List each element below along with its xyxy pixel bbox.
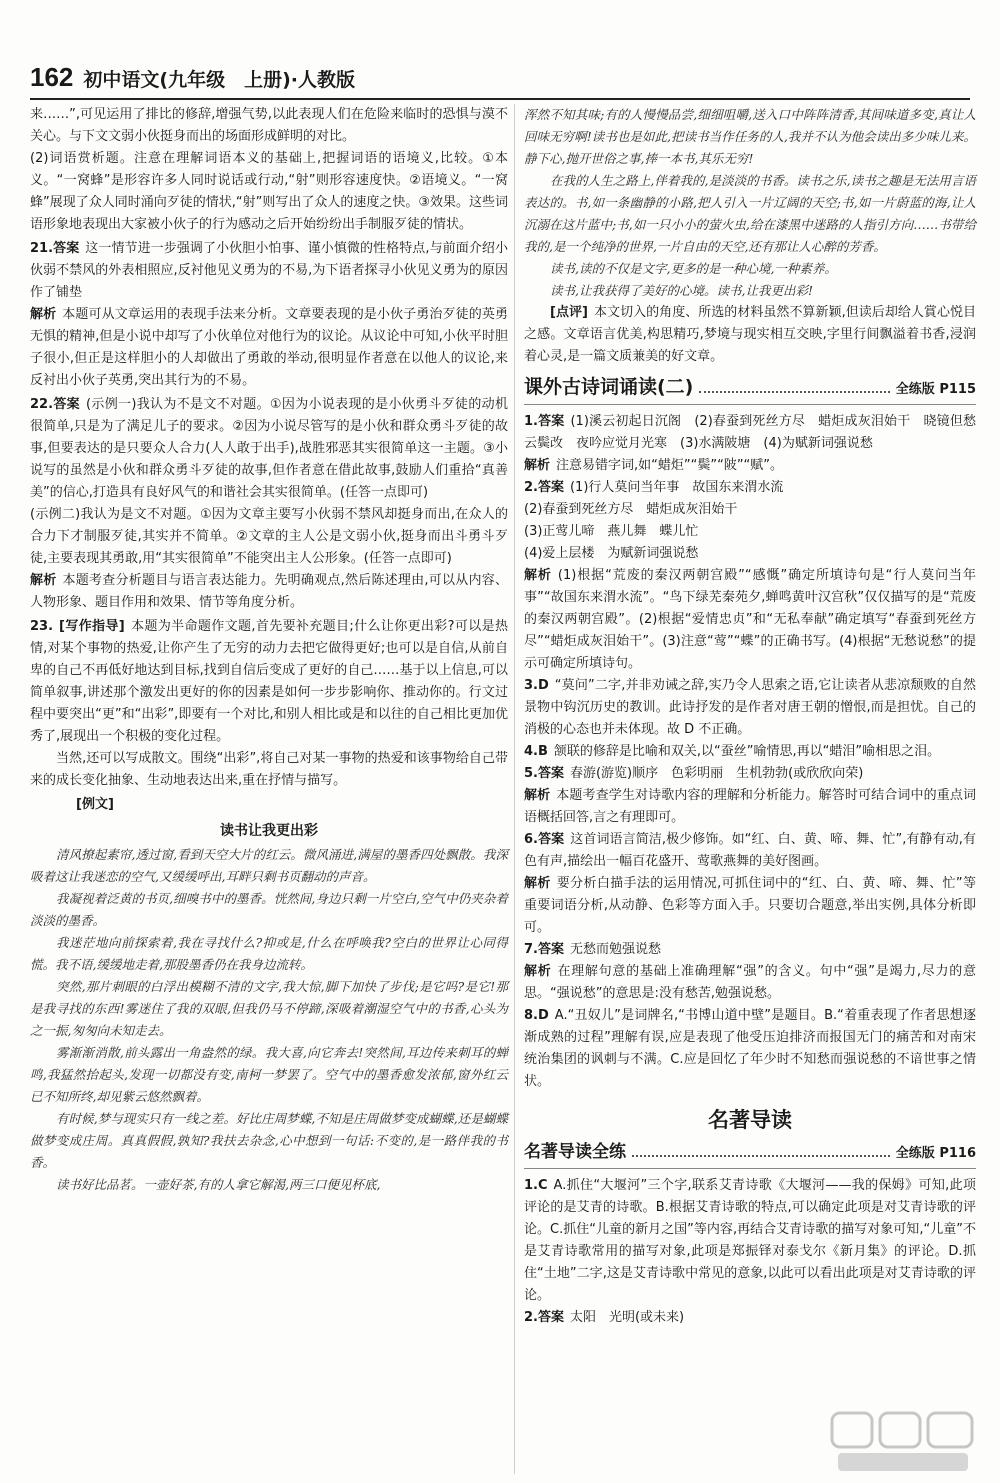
- header-rule: [30, 98, 970, 100]
- poetry-analysis-7: [524, 961, 976, 1005]
- analysis-21: [30, 304, 508, 392]
- page-header: [30, 62, 355, 98]
- item-text: A.抓住“大堰河”三个字,联系艾青诗歌《大堰河——我的保姆》可知,此项评论的是艾青的诗歌。B.根据艾青诗歌的特点,可以确定此项是对艾青诗歌的评论。C.抓住“儿童的新月之国”等内容,再结合艾青诗歌的描写对象可知,“儿童”不是艾青诗歌常用的描写对象,此项是郑振铎对泰戈尔《新月集》的评论。D.抓住“土地”二字,这是艾青诗歌中常见的意象,以此可以看出此项是对艾青诗歌的评论。: [524, 1178, 976, 1303]
- poetry-analysis-1: [524, 455, 976, 477]
- item-number: 2.答案: [524, 480, 564, 495]
- item-number: 1.C: [524, 1178, 548, 1193]
- right-column: [524, 104, 976, 1329]
- essay-paragraph: 读书,读的不仅是文字,更多的是一种心境,一种素养。: [550, 261, 837, 276]
- essay-body: [30, 844, 508, 1196]
- essay-paragraph: 突然,那片刺眼的白浮出模糊不清的文字,我大惊,脚下加快了步伐;是它吗?是它!那是我寻找的东西!雾迷住了我的双眼,但我仍马不停蹄,深吸着潮湿空气中的书香,心头为之一振,匆匆向未知走去。: [30, 979, 508, 1038]
- poetry-answer-2-line: (4)爱上层楼 为赋新词强说愁: [524, 546, 699, 561]
- section-reference: 全练版 P116: [895, 1146, 976, 1161]
- item-text: 无愁而勉强说愁: [569, 942, 661, 957]
- answer-21: [30, 238, 508, 304]
- item-number: 7.答案: [524, 942, 564, 957]
- item-number: 3.D: [524, 678, 549, 693]
- writing-guide-tag: [写作指导]: [59, 619, 125, 634]
- page-number: 162: [30, 62, 74, 92]
- poetry-analysis-5: [524, 785, 976, 829]
- analysis-label: 解析: [524, 964, 552, 979]
- poetry-answer-8: [524, 1005, 976, 1093]
- answer-21-text: 这一情节进一步强调了小伙胆小怕事、谨小慎微的性格特点,与前面介绍小伙弱不禁风的外表相照应,反衬他见义勇为的不易,为下语者探寻小伙见义勇为的原因作了铺垫: [30, 241, 508, 300]
- writing-guide-text-2: 当然,还可以写成散文。围绕“出彩”,将自己对某一事物的热爱和该事物给自己带来的成长变化抽象、生动地表达出来,重在抒情与描写。: [30, 751, 508, 788]
- section-reference: 全练版 P115: [895, 382, 976, 397]
- classics-answer-1: [524, 1175, 976, 1307]
- example-label: [例文]: [76, 797, 114, 812]
- item-number: 1.答案: [524, 414, 565, 429]
- analysis-label: 解析: [30, 307, 57, 322]
- answer-21-number: 21.答案: [30, 241, 80, 256]
- item-text: (1)根据“荒废的秦汉两朝宫殿”“感慨”确定所填诗句是“行人莫问当年事”“故国东来渭水流”。“鸟下绿芜秦苑夕,蝉鸣黄叶汉宫秋”仅仅描写的是“荒废的秦汉两朝宫殿”。(2)根据“爱情忠贞”和“无私奉献”确定填写“春蚕到死丝方尽”“蜡炬成灰泪始干”。(3)注意“莺”“蝶”的正确书写。(4)根据“无愁说愁”的提示可确定所填诗句。: [524, 568, 976, 671]
- item-text: 在理解句意的基础上准确理解“强”的含义。句中“强”是竭力,尽力的意思。“强说愁”的意思是:没有愁苦,勉强说愁。: [524, 964, 976, 1001]
- poetry-answer-4: [524, 741, 976, 763]
- paragraph-word-analysis: (2)词语赏析题。注意在理解词语本义的基础上,把握词语的语境义,比较。①本义。“一窝蜂”是形容许多人同时说话或行动,“射”则形容速度快。②语境义。“一窝蜂”展现了众人同时涌向歹徒的情状,“射”则写出了众人的速度之快。③效果。这些词语形象地表现出大家被小伙子的行为感动之后开始纷纷出手制服歹徒的情状。: [30, 151, 508, 232]
- item-number: 4.B: [524, 744, 548, 759]
- section-header-poetry: [524, 376, 976, 405]
- essay-paragraph: 雾渐渐消散,前头露出一角盎然的绿。我大喜,向它奔去!突然间,耳边传来刺耳的蝉鸣,我猛然抬起头,发现一切都没有变,南柯一梦罢了。空气中的墨香愈发浓郁,窗外红云已不知所终,却见紫云悠然飘着。: [30, 1045, 508, 1104]
- answer-22-example-2: (示例二)我认为是文不对题。①因为文章主要写小伙弱不禁风却挺身而出,在众人的合力下才制服歹徒,其实并不简单。②文章的主人公是文弱小伙,挺身而出斗勇斗歹徒,主要表现其勇敢,用“其实很简单”不能突出主人公形象。(任答一点即可): [30, 507, 508, 566]
- poetry-analysis-2: [524, 565, 976, 675]
- answer-23-number: 23.: [30, 619, 54, 634]
- essay-comment: [524, 302, 976, 368]
- poetry-answer-6: [524, 829, 976, 873]
- left-column: [30, 104, 508, 1196]
- poetry-answer-2: [524, 477, 976, 499]
- classics-answer-2: [524, 1307, 976, 1329]
- comment-text: 本文切入的角度、所选的材料虽然不算新颖,但读后却给人賞心悦目之感。文章语言优美,构思精巧,梦境与现实相互交映,字里行间飘溢着书香,浸润着心灵,是一篇文质兼美的好文章。: [524, 305, 976, 364]
- item-number: 5.答案: [524, 766, 564, 781]
- poetry-answer-1: [524, 411, 976, 455]
- section-title: 课外古诗词诵读(二): [524, 376, 694, 398]
- answer-22-example-1: (示例一)我认为不是文不对题。①因为小说表现的是小伙勇斗歹徒的动机很简单,只是为了满足儿子的要求。②因为小说尽管写的是小伙和群众勇斗歹徒的故事,但要表达的是只要众人合力(人人敢于出手),战胜邪恶其实很简单这一主题。③小说写的虽然是小伙和群众勇斗歹徒的故事,但作者意在借此故事,鼓励人们重拾“真善美”的信心,打造具有良好风气的和谐社会其实很简单。(任答一点即可): [30, 397, 508, 500]
- column-divider: [514, 104, 515, 1474]
- item-text: 要分析白描手法的运用情况,可抓住词中的“红、白、黄、啼、舞、忙”等重要词语分析,从动静、色彩等方面入手。只要切合题意,举出实例,具体分析即可。: [524, 876, 976, 935]
- poetry-analysis-6: [524, 873, 976, 939]
- poetry-answer-2-line: (2)春蚕到死丝方尽 蜡炬成灰泪始干: [524, 502, 738, 517]
- analysis-22-text: 本题考查分析题目与语言表达能力。先明确观点,然后陈述理由,可以从内容、人物形象、题目作用和效果、情节等角度分析。: [30, 573, 508, 610]
- watermark-icon: [828, 1409, 978, 1475]
- essay-paragraph: 在我的人生之路上,伴着我的,是淡淡的书香。读书之乐,读书之趣是无法用言语表达的。书,如一条幽静的小路,把人引入一片辽阔的天空;书,如一片蔚蓝的海,让人沉溺在这片蓝中;书,如一只小小的萤火虫,给在漆黑中迷路的人指引方向……书带给我的,是一个纯净的世界,一片自由的天空,还有那让人心醉的芳香。: [524, 173, 976, 254]
- essay-paragraph: 读书好比品茗。一壶好茶,有的人拿它解渴,两三口便见杯底,: [56, 1177, 381, 1192]
- analysis-label: 解析: [30, 573, 57, 588]
- paragraph-continued: 来……”,可见运用了排比的修辞,增强气势,以此表现人们在危险来临时的恐惧与漠不关心。与下文文弱小伙挺身而出的场面形成鲜明的对比。: [30, 107, 508, 144]
- analysis-22: [30, 570, 508, 614]
- essay-paragraph: 有时候,梦与现实只有一线之差。好比庄周梦蝶,不知是庄周做梦变成蝴蝶,还是蝴蝶做梦变成庄周。真真假假,孰知?我扶去杂念,心中想到一句话:不变的,是一路伴我的书香。: [30, 1111, 508, 1170]
- poetry-answer-3: [524, 675, 976, 741]
- item-text: 这首词语言简洁,极少修饰。如“红、白、黄、啼、舞、忙”,有静有动,有色有声,描绘出一幅百花盛开、莺歌燕舞的美好图画。: [524, 832, 977, 869]
- writing-guide-text: 本题为半命题作文题,首先要补充题目;什么让你更出彩?可以是热情,对某个事物的热爱,让你产生了无穷的动力去把它做得更好;也可以是自信,从前自卑的自己不再低好地达到目标,找到自信后变成了更好的自己……基于以上信息,可以简单叙事,讲述那个激发出更好的你的因素是如何一步步影响你、推动你的。行文过程中要突出“更”和“出彩”,即要有一个对比,和别人相比或是和以往的自己相比更加优秀了,展现出一个积极的变化过程。: [30, 619, 508, 744]
- comment-label: [点评]: [550, 305, 588, 320]
- book-title: 初中语文(九年级 上册)·人教版: [83, 69, 355, 91]
- analysis-label: 解析: [524, 568, 552, 583]
- answer-23: [30, 616, 508, 748]
- analysis-label: 解析: [524, 458, 551, 473]
- item-text: 太阳 光明(或未来): [569, 1310, 685, 1325]
- essay-paragraph: 浑然不知其味;有的人慢慢品尝,细细咀嚼,送入口中阵阵清香,其间味道多变,真让人回味无穷啊!读书也是如此,把读书当作任务的人,我并不认为他会读出多少味儿来。静下心,抛开世俗之事,捧一本书,其乐无穷!: [524, 107, 976, 166]
- item-text: A.“丑奴儿”是词牌名,“书博山道中壁”是题目。B.“着重表现了作者思想逐渐成熟的过程”理解有误,应是表现了他受压迫排济而报国无门的痛苦和对南宋统治集团的讽刺与不满。C.应是回忆了年少时不知愁而强说愁的不谙世事之情状。: [524, 1008, 976, 1089]
- analysis-label: 解析: [524, 876, 551, 891]
- answer-22-number: 22.答案: [30, 397, 80, 412]
- item-text: 注意易错字词,如“蜡炬”“鬓”“陂”“赋”。: [556, 458, 784, 473]
- item-number: 2.答案: [524, 1310, 564, 1325]
- item-text: (1)溪云初起日沉阁 (2)春蚕到死丝方尽 蜡炬成灰泪始干 晓镜但愁云鬓改 夜吟应觉月光寒 (3)水满陂塘 (4)为赋新词强说愁: [524, 414, 977, 451]
- item-text: 本题考查学生对诗歌内容的理解和分析能力。解答时可结合词中的重点词语概括回答,言之有理即可。: [524, 788, 976, 825]
- leader-dots: [699, 391, 889, 393]
- big-section-title: 名著导读: [708, 1108, 792, 1132]
- item-text: (1)行人莫问当年事 故国东来渭水流: [569, 480, 784, 495]
- essay-paragraph: 我凝视着泛黄的书页,细嗅书中的墨香。恍然间,身边只剩一片空白,空气中仍夹杂着淡淡的墨香。: [30, 891, 508, 928]
- poetry-answer-5: [524, 763, 976, 785]
- section-title: 名著导读全练: [524, 1142, 626, 1162]
- watermark-logo: [828, 1409, 978, 1475]
- analysis-21-text: 本题可从文章运用的表现手法来分析。文章要表现的是小伙子勇治歹徒的英勇无惧的精神,但是小说中却写了小伙单位对他行为的议论。从议论中可知,小伙平时胆子很小,但正是这样胆小的人却做出了勇敢的举动,很明显作者意在以他人的议论,来反衬出小伙子英勇,突出其行为的不易。: [30, 307, 508, 388]
- item-text: 春游(游览)顺序 色彩明丽 生机勃勃(或欣欣向荣): [569, 766, 864, 781]
- section-header-classics: [524, 1141, 976, 1169]
- poetry-answer-2-line: (3)正莺儿啼 燕儿舞 蝶儿忙: [524, 524, 699, 539]
- item-text: “莫问”二字,并非劝诫之辞,实乃令人思索之语,它让读者从悲凉颓败的自然景物中钩沉历史的教训。此诗抒发的是作者对唐王朝的憎恨,而是担忧。自己的消极的心态也并未体现。故 D 不正确。: [524, 678, 976, 737]
- item-text: 颔联的修辞是比喻和双关,以“蚕丝”喻情思,再以“蜡泪”喻相思之泪。: [553, 744, 941, 759]
- essay-title: 读书让我更出彩: [220, 823, 318, 839]
- essay-continued: [524, 104, 976, 302]
- item-number: 8.D: [524, 1008, 549, 1023]
- leader-dots: [632, 1155, 890, 1157]
- essay-paragraph: 读书,让我获得了美好的心境。读书,让我更出彩!: [550, 283, 813, 298]
- answer-22: [30, 394, 508, 504]
- essay-paragraph: 清风撩起素帘,透过窗,看到天空大片的红云。微风涌进,满屋的墨香四处飘散。我深吸着这让我迷恋的空气,又缓缓呼出,耳畔只剩书页翻动的声音。: [30, 847, 508, 884]
- essay-paragraph: 我迷茫地向前探索着,我在寻找什么?抑或是,什么在呼唤我?空白的世界让心同得慌。我不语,缓缓地走着,那股墨香仍在我身边流转。: [30, 935, 508, 972]
- analysis-label: 解析: [524, 788, 551, 803]
- poetry-answer-7: [524, 939, 976, 961]
- item-number: 6.答案: [524, 832, 565, 847]
